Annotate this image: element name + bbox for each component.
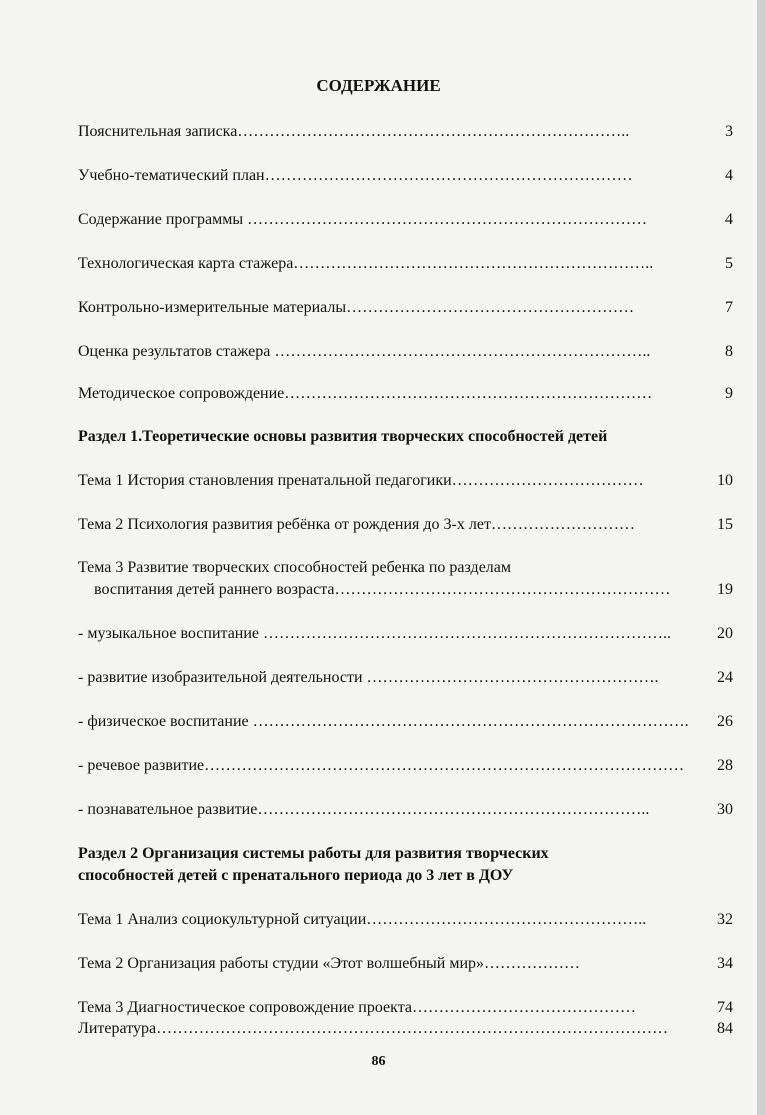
toc-entry-page: 4 [725,211,733,228]
toc-entry-text: Учебно-тематический план…………………………………………………………… [78,167,633,184]
toc-entry-page: 10 [717,472,733,489]
toc-entry-page: 32 [717,911,733,928]
section-heading-continued: способностей детей с пренатального периода до 3 лет в ДОУ [78,867,514,884]
toc-entry-text: - речевое развитие……………………………………………………………………………… [78,757,685,774]
toc-entry [78,298,743,318]
toc-entry-text: Тема 1 Анализ социокультурной ситуации…………………………………………….. [78,911,647,928]
toc-entry [78,624,743,644]
toc-entry-text: Пояснительная записка……………………………………………………………….. [78,123,630,140]
toc-entry-page: 74 [717,999,733,1016]
toc-entry-page: 5 [725,255,733,272]
toc-entry [78,384,743,404]
toc-entry-text: Контрольно-измерительные материалы……………………………………………… [78,299,635,316]
toc-entry-page: 4 [725,167,733,184]
scan-edge [757,0,765,1115]
toc-entry-multiline-first [78,558,743,578]
toc-entry-page: 84 [717,1020,733,1037]
toc-entry [78,254,743,274]
toc-entry-text: Тема 1 История становления пренатальной педагогики……………………………… [78,472,644,489]
toc-entry-page: 3 [725,123,733,140]
toc-entry [78,166,743,186]
section-heading: Раздел 2 Организация системы работы для развития творческих [78,845,549,862]
toc-entry [78,342,743,362]
toc-entry [78,756,743,776]
toc-entry-page: 20 [717,625,733,642]
toc-entry-text: Тема 2 Организация работы студии «Этот волшебный мир»……………… [78,955,581,972]
toc-entry-text: Оценка результатов стажера …………………………………………………………….. [78,343,651,360]
toc-entry-text: Тема 3 Развитие творческих способностей ребенка по разделам [78,559,511,576]
toc-entry-page: 9 [725,385,733,402]
toc-entry [94,580,743,600]
toc-entry [78,910,743,930]
toc-entry [78,515,743,535]
toc-entry [78,712,743,732]
toc-entry [78,122,743,142]
toc-entry-text: воспитания детей раннего возраста……………………………………………………… [94,581,671,598]
toc-entry-text: - музыкальное воспитание ………………………………………………………………….. [78,625,672,642]
toc-entry-text: - познавательное развитие……………………………………………………………….. [78,801,650,818]
toc-entry [78,210,743,230]
toc-entry-text: Тема 3 Диагностическое сопровождение проекта…………………………………… [78,999,636,1016]
page-title: СОДЕРЖАНИЕ [316,76,441,95]
toc-entry [78,954,743,974]
toc-entry-text: Содержание программы ………………………………………………………………… [78,211,648,228]
toc-entry-text: - физическое воспитание ………………………………………………………………………. [78,713,689,730]
toc-entry-text: - развитие изобразительной деятельности ………………………………………………. [78,669,659,686]
toc-entry-text: Литература…………………………………………………………………………………… [78,1020,669,1037]
toc-entry [78,668,743,688]
toc-entry-page: 30 [717,801,733,818]
toc-entry-text: Тема 2 Психология развития ребёнка от рождения до 3-х лет……………………… [78,516,635,533]
section-heading: Раздел 1.Теоретические основы развития творческих способностей детей [78,428,608,445]
toc-entry-text: Методическое сопровождение…………………………………………………………… [78,385,653,402]
toc-entry-page: 8 [725,343,733,360]
toc-entry-page: 28 [717,757,733,774]
toc-entry [78,471,743,491]
toc-entry-page: 15 [717,516,733,533]
toc-entry [78,998,743,1018]
toc-entry-page: 26 [717,713,733,730]
toc-entry-page: 24 [717,669,733,686]
toc-entry-page: 34 [717,955,733,972]
toc-entry [78,800,743,820]
toc-entry-text: Технологическая карта стажера………………………………………………………….. [78,255,654,272]
toc-entry-page: 19 [717,581,733,598]
page-number: 86 [371,1054,386,1069]
toc-entry [78,1019,743,1039]
toc-entry-page: 7 [725,299,733,316]
